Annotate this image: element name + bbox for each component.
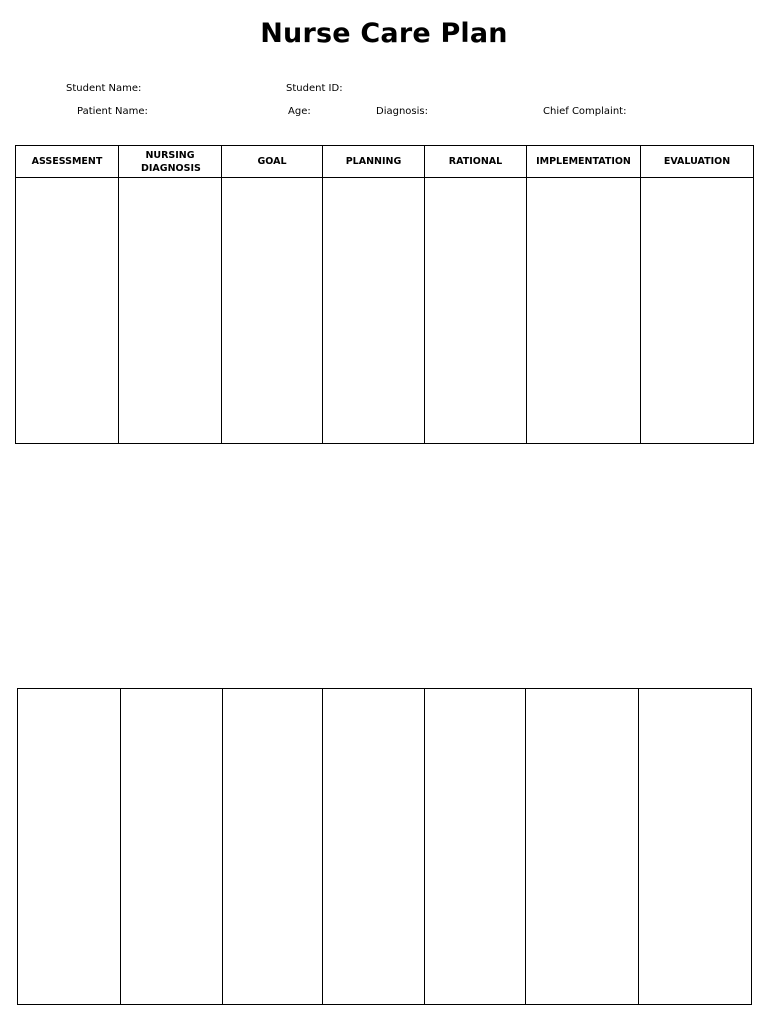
chief-complaint-label: Chief Complaint: (543, 106, 627, 117)
assessment-cell[interactable] (18, 689, 121, 1005)
planning-cell[interactable] (323, 178, 425, 444)
age-label: Age: (288, 106, 311, 117)
rational-cell[interactable] (425, 689, 526, 1005)
goal-cell[interactable] (223, 689, 323, 1005)
care-plan-table (15, 145, 754, 444)
student-id-label: Student ID: (286, 83, 343, 94)
assessment-cell[interactable] (16, 178, 119, 444)
planning-cell[interactable] (323, 689, 425, 1005)
rational-cell[interactable] (425, 178, 527, 444)
implementation-cell[interactable] (526, 689, 639, 1005)
header-goal: GOAL (222, 146, 323, 178)
patient-name-label: Patient Name: (77, 106, 148, 117)
evaluation-cell[interactable] (639, 689, 752, 1005)
table-row (16, 178, 754, 444)
nursing-diagnosis-cell[interactable] (119, 178, 222, 444)
implementation-cell[interactable] (527, 178, 641, 444)
diagnosis-label: Diagnosis: (376, 106, 428, 117)
table-header-row (16, 146, 754, 178)
student-name-label: Student Name: (66, 83, 142, 94)
header-implementation: IMPLEMENTATION (527, 146, 641, 178)
header-planning: PLANNING (323, 146, 425, 178)
header-evaluation: EVALUATION (641, 146, 754, 178)
page-title: Nurse Care Plan (260, 18, 508, 49)
care-plan-table-continued (17, 688, 752, 1005)
evaluation-cell[interactable] (641, 178, 754, 444)
nursing-diagnosis-cell[interactable] (121, 689, 223, 1005)
goal-cell[interactable] (222, 178, 323, 444)
header-nursing-diagnosis: NURSING DIAGNOSIS (119, 146, 222, 178)
header-rational: RATIONAL (425, 146, 527, 178)
header-assessment: ASSESSMENT (16, 146, 119, 178)
table-row (18, 689, 752, 1005)
